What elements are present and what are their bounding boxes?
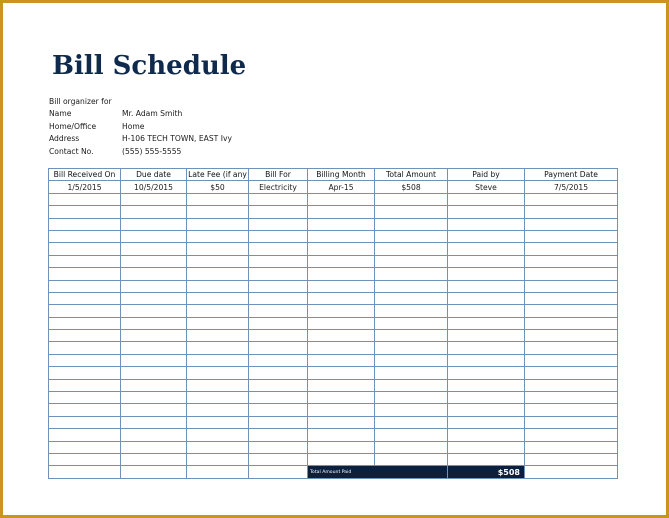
table-cell[interactable] [375, 416, 448, 428]
table-row [49, 243, 618, 255]
table-cell[interactable] [187, 342, 249, 354]
table-cell[interactable] [525, 404, 618, 416]
table-cell[interactable] [187, 206, 249, 218]
table-cell[interactable] [525, 379, 618, 391]
table-cell[interactable] [121, 441, 187, 453]
table-row [49, 379, 618, 391]
table-cell[interactable] [525, 255, 618, 267]
table-cell[interactable] [525, 453, 618, 465]
table-cell[interactable] [49, 416, 121, 428]
table-cell[interactable] [308, 255, 375, 267]
table-cell[interactable] [525, 367, 618, 379]
table-cell[interactable] [249, 466, 308, 478]
table-row [49, 392, 618, 404]
table-cell[interactable] [187, 416, 249, 428]
table-cell[interactable] [249, 230, 308, 242]
table-cell[interactable] [49, 354, 121, 366]
table-cell[interactable] [187, 317, 249, 329]
table-row [49, 292, 618, 304]
table-cell[interactable] [121, 330, 187, 342]
table-cell[interactable] [525, 292, 618, 304]
table-row [49, 181, 618, 193]
table-cell[interactable] [375, 292, 448, 304]
table-cell[interactable] [121, 292, 187, 304]
table-cell[interactable] [375, 317, 448, 329]
table-cell[interactable] [121, 342, 187, 354]
table-cell[interactable] [121, 305, 187, 317]
table-cell[interactable] [525, 317, 618, 329]
table-cell[interactable] [448, 354, 525, 366]
table-cell[interactable] [308, 392, 375, 404]
table-cell[interactable] [187, 280, 249, 292]
table-row [49, 429, 618, 441]
table-row [49, 230, 618, 242]
column-header: Bill For [249, 169, 308, 181]
table-cell[interactable] [187, 392, 249, 404]
table-cell[interactable] [308, 292, 375, 304]
table-cell[interactable] [375, 330, 448, 342]
table-cell[interactable] [525, 218, 618, 230]
table-cell[interactable] [249, 206, 308, 218]
info-row-contact [49, 146, 232, 158]
table-cell[interactable] [187, 230, 249, 242]
table-cell[interactable] [249, 268, 308, 280]
table-cell[interactable] [308, 280, 375, 292]
total-row [49, 466, 618, 478]
table-cell[interactable] [448, 379, 525, 391]
table-cell[interactable] [187, 243, 249, 255]
table-cell[interactable] [187, 404, 249, 416]
table-cell[interactable] [121, 255, 187, 267]
table-cell[interactable] [375, 206, 448, 218]
info-label: Name [49, 109, 72, 119]
table-row [49, 305, 618, 317]
table-row [49, 317, 618, 329]
table-cell[interactable] [308, 416, 375, 428]
table-row [49, 330, 618, 342]
table-cell[interactable] [448, 268, 525, 280]
table-cell[interactable] [187, 367, 249, 379]
table-cell[interactable] [49, 193, 121, 205]
info-value: (555) 555-5555 [122, 146, 182, 156]
table-cell[interactable] [249, 367, 308, 379]
intro-line: Bill organizer for [49, 97, 112, 106]
table-cell[interactable] [375, 404, 448, 416]
table-cell[interactable] [448, 342, 525, 354]
table-cell[interactable] [49, 292, 121, 304]
table-cell[interactable] [249, 193, 308, 205]
table-cell[interactable]: Apr-15 [308, 181, 375, 193]
table-cell[interactable] [448, 305, 525, 317]
table-cell[interactable] [375, 441, 448, 453]
table-cell[interactable] [308, 268, 375, 280]
table-cell[interactable] [187, 305, 249, 317]
table-cell[interactable]: $508 [375, 181, 448, 193]
table-cell[interactable] [375, 392, 448, 404]
bill-organizer-info [49, 96, 232, 158]
table-cell[interactable] [308, 404, 375, 416]
info-row-name [49, 108, 232, 120]
table-cell[interactable] [448, 453, 525, 465]
table-cell[interactable] [308, 218, 375, 230]
info-value: Mr. Adam Smith [122, 109, 183, 119]
table-cell[interactable] [448, 330, 525, 342]
table-cell[interactable] [49, 330, 121, 342]
table-row [49, 280, 618, 292]
table-cell[interactable] [375, 255, 448, 267]
table-cell[interactable] [121, 354, 187, 366]
table-cell[interactable] [525, 268, 618, 280]
info-value: H-106 TECH TOWN, EAST Ivy [122, 134, 232, 144]
table-cell[interactable] [121, 243, 187, 255]
table-cell[interactable] [448, 392, 525, 404]
info-label: Address [49, 134, 80, 144]
table-cell[interactable] [49, 206, 121, 218]
table-row [49, 206, 618, 218]
table-cell[interactable] [448, 367, 525, 379]
table-cell[interactable] [525, 330, 618, 342]
table-cell[interactable] [49, 255, 121, 267]
page-title: Bill Schedule [52, 51, 247, 81]
table-cell[interactable] [525, 354, 618, 366]
table-cell[interactable] [448, 404, 525, 416]
table-row [49, 416, 618, 428]
table-cell[interactable] [187, 292, 249, 304]
table-cell[interactable] [448, 218, 525, 230]
table-cell[interactable] [375, 379, 448, 391]
table-cell[interactable] [121, 367, 187, 379]
column-header: Late Fee (if any [188, 170, 247, 180]
table-cell[interactable] [187, 268, 249, 280]
table-cell[interactable] [375, 342, 448, 354]
table-cell[interactable] [249, 280, 308, 292]
table-cell[interactable] [249, 404, 308, 416]
total-amount-paid-value: $508 [448, 466, 525, 478]
table-cell[interactable] [49, 392, 121, 404]
table-cell[interactable] [525, 342, 618, 354]
table-cell[interactable] [308, 379, 375, 391]
table-cell[interactable] [375, 354, 448, 366]
table-cell[interactable] [249, 453, 308, 465]
table-cell[interactable] [308, 367, 375, 379]
table-cell[interactable] [187, 330, 249, 342]
table-row [49, 441, 618, 453]
info-row-address [49, 133, 232, 145]
table-row [49, 255, 618, 267]
table-cell[interactable]: Electricity [249, 181, 308, 193]
table-cell[interactable] [121, 379, 187, 391]
table-cell[interactable] [121, 466, 187, 478]
table-row [49, 193, 618, 205]
table-row [49, 404, 618, 416]
table-cell[interactable] [49, 230, 121, 242]
table-cell[interactable] [375, 305, 448, 317]
table-cell[interactable] [49, 243, 121, 255]
table-cell[interactable] [448, 230, 525, 242]
table-cell[interactable] [49, 268, 121, 280]
info-label: Home/Office [49, 121, 97, 131]
table-cell[interactable] [308, 206, 375, 218]
table-cell[interactable] [308, 305, 375, 317]
table-cell[interactable] [308, 342, 375, 354]
table-row [49, 453, 618, 465]
table-cell[interactable] [308, 230, 375, 242]
column-header: Payment Date [525, 169, 618, 181]
table-cell[interactable] [249, 317, 308, 329]
table-cell[interactable] [448, 193, 525, 205]
table-cell[interactable] [49, 429, 121, 441]
table-cell[interactable] [308, 354, 375, 366]
table-cell[interactable] [249, 255, 308, 267]
table-cell[interactable] [525, 193, 618, 205]
table-cell[interactable] [525, 280, 618, 292]
table-cell[interactable] [49, 367, 121, 379]
table-cell[interactable] [121, 218, 187, 230]
table-cell[interactable] [525, 305, 618, 317]
table-cell[interactable] [187, 354, 249, 366]
column-header: Due date [121, 169, 187, 181]
table-cell[interactable] [448, 243, 525, 255]
table-cell[interactable] [308, 429, 375, 441]
table-cell[interactable] [49, 280, 121, 292]
table-cell[interactable] [375, 243, 448, 255]
table-cell[interactable] [49, 305, 121, 317]
table-row [49, 342, 618, 354]
table-cell[interactable] [187, 441, 249, 453]
table-cell[interactable] [448, 255, 525, 267]
table-cell[interactable] [121, 193, 187, 205]
info-label: Contact No. [49, 146, 94, 156]
table-cell[interactable] [375, 453, 448, 465]
table-cell[interactable]: 1/5/2015 [49, 181, 121, 193]
table-cell[interactable] [249, 416, 308, 428]
table-cell[interactable] [375, 268, 448, 280]
table-row [49, 268, 618, 280]
table-cell[interactable] [121, 280, 187, 292]
table-cell[interactable] [49, 453, 121, 465]
table-cell[interactable] [249, 330, 308, 342]
table-cell[interactable] [375, 193, 448, 205]
table-cell[interactable] [448, 429, 525, 441]
page-frame [3, 3, 666, 515]
table-cell[interactable] [121, 317, 187, 329]
table-cell[interactable] [249, 342, 308, 354]
table-cell[interactable] [187, 379, 249, 391]
table-cell[interactable] [525, 416, 618, 428]
table-cell[interactable] [121, 392, 187, 404]
table-cell[interactable] [448, 441, 525, 453]
table-cell[interactable] [49, 441, 121, 453]
table-row [49, 367, 618, 379]
table-cell[interactable] [249, 392, 308, 404]
table-cell[interactable] [49, 404, 121, 416]
table-cell[interactable] [121, 230, 187, 242]
table-cell[interactable] [525, 429, 618, 441]
table-cell[interactable] [525, 392, 618, 404]
column-header: Total Amount [375, 169, 448, 181]
total-amount-paid-label: Total Amount Paid [308, 466, 448, 478]
table-cell[interactable]: 10/5/2015 [121, 181, 187, 193]
table-cell[interactable] [121, 416, 187, 428]
table-cell[interactable] [525, 243, 618, 255]
table-cell[interactable] [121, 206, 187, 218]
table-cell[interactable] [448, 292, 525, 304]
table-row [49, 354, 618, 366]
column-header: Paid by [448, 169, 525, 181]
table-cell[interactable] [49, 317, 121, 329]
table-cell[interactable] [121, 268, 187, 280]
table-cell[interactable] [375, 218, 448, 230]
column-header: Bill Received On [49, 169, 121, 181]
table-cell[interactable] [49, 466, 121, 478]
table-cell[interactable] [49, 218, 121, 230]
table-cell[interactable] [375, 230, 448, 242]
table-cell[interactable] [121, 429, 187, 441]
table-cell[interactable] [525, 441, 618, 453]
table-cell[interactable] [448, 317, 525, 329]
info-value: Home [122, 121, 145, 131]
table-cell[interactable] [187, 193, 249, 205]
table-cell[interactable] [308, 243, 375, 255]
table-cell[interactable] [187, 218, 249, 230]
table-cell[interactable] [249, 243, 308, 255]
table-cell[interactable] [448, 416, 525, 428]
table-cell[interactable] [249, 441, 308, 453]
table-cell[interactable] [375, 429, 448, 441]
table-cell[interactable] [49, 379, 121, 391]
table-cell[interactable] [187, 429, 249, 441]
table-cell[interactable] [525, 230, 618, 242]
table-cell[interactable] [249, 429, 308, 441]
table-cell[interactable] [187, 466, 249, 478]
table-cell[interactable]: $50 [187, 181, 249, 193]
table-cell[interactable] [249, 354, 308, 366]
table-cell[interactable] [249, 292, 308, 304]
bill-schedule-table [48, 168, 618, 479]
info-row-home-office [49, 121, 232, 133]
table-cell[interactable] [187, 255, 249, 267]
table-cell[interactable] [249, 218, 308, 230]
table-cell[interactable] [121, 404, 187, 416]
table-cell[interactable] [375, 367, 448, 379]
table-cell[interactable] [249, 305, 308, 317]
table-cell[interactable] [525, 206, 618, 218]
column-header: Billing Month [308, 169, 375, 181]
table-row [49, 218, 618, 230]
table-cell[interactable] [249, 379, 308, 391]
table-cell[interactable] [121, 453, 187, 465]
table-header-row [49, 169, 618, 181]
table-cell[interactable] [308, 330, 375, 342]
table-cell[interactable] [308, 317, 375, 329]
table-cell[interactable] [448, 280, 525, 292]
table-cell[interactable]: Steve [448, 181, 525, 193]
table-cell[interactable] [49, 342, 121, 354]
table-cell[interactable] [308, 453, 375, 465]
table-cell[interactable] [187, 453, 249, 465]
table-cell[interactable] [308, 193, 375, 205]
table-cell[interactable] [308, 441, 375, 453]
table-cell[interactable] [525, 466, 618, 478]
table-cell[interactable] [448, 206, 525, 218]
table-cell[interactable] [375, 280, 448, 292]
table-cell[interactable]: 7/5/2015 [525, 181, 618, 193]
